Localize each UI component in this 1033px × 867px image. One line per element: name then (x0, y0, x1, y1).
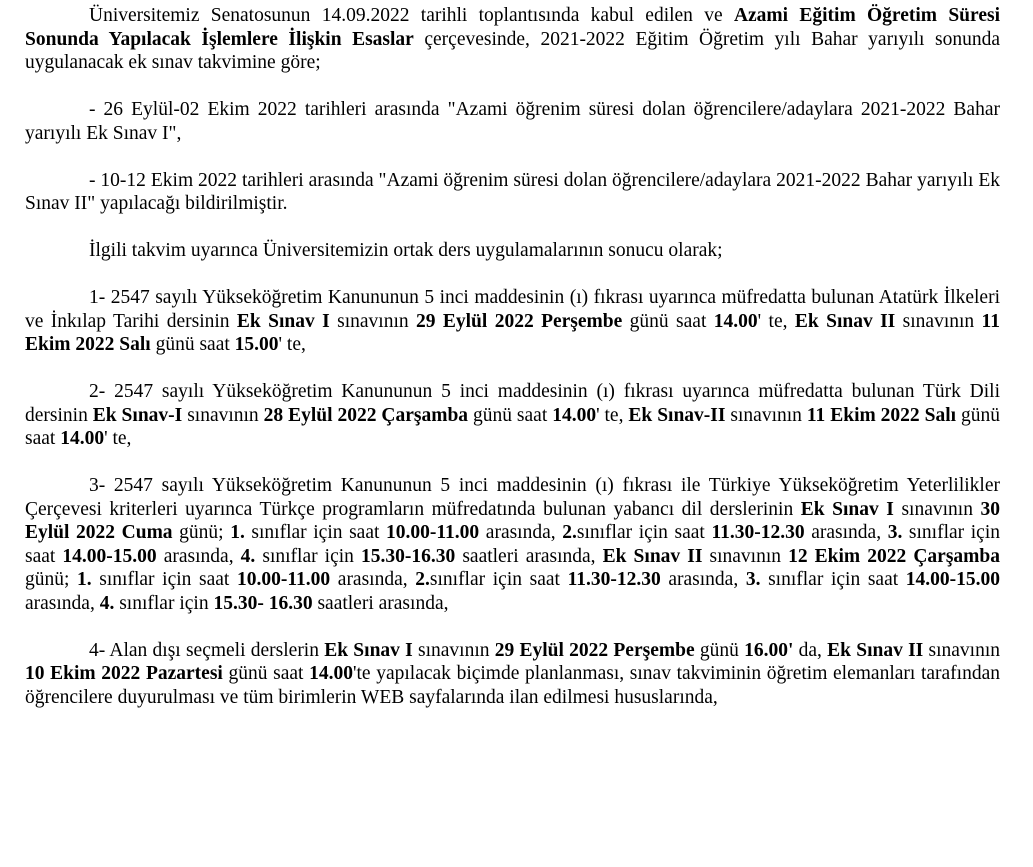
bold-text-run: 14.00 (60, 428, 105, 449)
bold-text-run: 10 Ekim 2022 Pazartesi (25, 663, 223, 684)
text-run: sınıflar için saat (576, 522, 712, 543)
bold-text-run: 14.00 (552, 404, 597, 426)
bold-text-run: 14.00-15.00 (62, 545, 157, 567)
text-run: sınavının (412, 639, 495, 661)
bold-text-run: 11.30-12.30 (567, 569, 661, 590)
paragraph-item-1 (25, 286, 1000, 357)
text-run: 3- 2547 sayılı Yükseköğretim Kanununun 5 inci maddesinin (ı) fıkrası ile Türkiye Yükseköğretim Yeterlilikler Çerçevesi kriterleri uyarınca Türkçe programların müfredatında bulunan yabancı dil derslerinin (25, 475, 1000, 520)
text-run: arasında, (330, 569, 416, 590)
paragraph-context (25, 239, 1000, 263)
text-run: sınavının (182, 404, 264, 426)
text-run: ' te, (104, 428, 132, 449)
text-run: saatleri arasında, (455, 545, 603, 567)
bold-text-run: 1. (77, 569, 92, 590)
paragraph-item-4 (25, 639, 1000, 710)
bold-text-run: Ek Sınav-II (628, 404, 726, 426)
text-run: sınavının (702, 545, 789, 567)
bold-text-run: 29 Eylül 2022 Perşembe (416, 310, 623, 332)
text-run: - 10-12 Ekim 2022 tarihleri arasında "Azami öğrenim süresi dolan öğrencilere/adaylara 2021-2022 Bahar yarıyılı Ek Sınav II" yapılacağı bildirilmiştir. (25, 169, 1000, 214)
bold-text-run: 3. (887, 522, 903, 543)
text-run: çerçevesinde, 2021-2022 Eğitim Öğretim yılı Bahar yarıyılı sonunda uygulanacak ek sınav takvimine göre; (25, 28, 1000, 73)
text-run: 'te yapılacak biçimde planlanması, sınav takviminin öğretim elemanları tarafından öğrencilere duyurulması ve tüm birimlerin WEB sayfalarında ilan edilmesi hususlarında, (25, 663, 1000, 708)
text-run: günü saat (222, 663, 310, 684)
paragraph-item-2 (25, 380, 1000, 451)
text-run: - 26 Eylül-02 Ekim 2022 tarihleri arasında "Azami öğrenim süresi dolan öğrencilere/adaylara 2021-2022 Bahar yarıyılı Ek Sınav I", (25, 99, 1000, 144)
document-body (25, 4, 1000, 709)
text-run: günü saat (622, 310, 714, 332)
text-run: saatleri arasında, (312, 592, 449, 614)
bold-text-run: Ek Sınav II (794, 310, 896, 332)
text-run: günü saat (25, 404, 1000, 449)
text-run: 2- 2547 sayılı Yükseköğretim Kanununun 5 inci maddesinin (ı) fıkrası uyarınca müfredatta bulunan Türk Dili dersinin (25, 381, 1000, 426)
text-run: ' te, (596, 404, 629, 426)
bold-text-run: 28 Eylül 2022 Çarşamba (263, 404, 469, 426)
text-run: günü; (25, 569, 78, 590)
bold-text-run: 10.00-11.00 (236, 569, 331, 590)
bold-text-run: 14.00 (713, 310, 758, 332)
bold-text-run: 2. (562, 522, 577, 543)
text-run: 4- Alan dışı seçmeli derslerin (89, 639, 325, 661)
text-run: ' te, (278, 334, 306, 355)
bold-text-run: Ek Sınav I (324, 639, 413, 661)
text-run: 1- 2547 sayılı Yükseköğretim Kanununun 5 inci maddesinin (ı) fıkrası uyarınca müfredatta bulunan Atatürk İlkeleri ve İnkılap Tarihi dersinin (25, 287, 1000, 332)
bold-text-run: Ek Sınav-I (92, 404, 183, 426)
bold-text-run: 14.00-15.00 (905, 569, 1001, 590)
text-run: İlgili takvim uyarınca Üniversitemizin ortak ders uygulamalarının sonucu olarak; (89, 240, 723, 261)
paragraph-ek-sinav-2-dates (25, 169, 1000, 216)
text-run: sınıflar için saat (429, 569, 568, 590)
text-run: arasında, (479, 522, 563, 543)
text-run: sınavının (895, 310, 982, 332)
text-run: sınavının (725, 404, 807, 426)
text-run: arasında, (804, 522, 888, 543)
text-run: günü saat (150, 334, 235, 355)
bold-text-run: 12 Ekim 2022 Çarşamba (788, 545, 1000, 567)
bold-text-run: 16.00' (744, 639, 794, 661)
text-run: sınıflar için saat (25, 522, 1000, 567)
bold-text-run: 2. (415, 569, 430, 590)
text-run: sınavının (329, 310, 416, 332)
bold-text-run: Ek Sınav I (800, 498, 894, 520)
text-run: günü; (172, 522, 231, 543)
bold-text-run: 15.30- 16.30 (213, 592, 313, 614)
text-run: sınavının (893, 498, 981, 520)
text-run: arasında, (25, 592, 100, 614)
bold-text-run: 15.00 (234, 334, 279, 355)
text-run: sınıflar için (114, 592, 214, 614)
bold-text-run: 29 Eylül 2022 Perşembe (494, 639, 695, 661)
text-run: sınıflar için saat (760, 569, 906, 590)
text-run: arasında, (660, 569, 746, 590)
text-run: sınıflar için saat (244, 522, 387, 543)
text-run: günü (694, 639, 745, 661)
text-run: ' te, (757, 310, 795, 332)
text-run: günü saat (468, 404, 553, 426)
paragraph-item-3 (25, 474, 1000, 615)
bold-text-run: 11 Ekim 2022 Salı (806, 404, 957, 426)
bold-text-run: 10.00-11.00 (386, 522, 480, 543)
text-run: Üniversitemiz Senatosunun 14.09.2022 tarihli toplantısında kabul edilen ve (89, 5, 734, 26)
bold-text-run: 1. (230, 522, 245, 543)
text-run: sınıflar için saat (91, 569, 237, 590)
bold-text-run: 14.00 (309, 663, 353, 684)
bold-text-run: Ek Sınav II (602, 545, 703, 567)
bold-text-run: 30 Eylül 2022 Cuma (25, 498, 1000, 543)
bold-text-run: 15.30-16.30 (361, 545, 456, 567)
bold-text-run: 11.30-12.30 (711, 522, 805, 543)
bold-text-run: Azami Eğitim Öğretim Süresi Sonunda Yapılacak İşlemlere İlişkin Esaslar (25, 5, 1000, 50)
bold-text-run: 11 Ekim 2022 Salı (25, 310, 1000, 355)
bold-text-run: Ek Sınav II (827, 639, 924, 661)
paragraph-ek-sinav-1-dates (25, 98, 1000, 145)
paragraph-intro (25, 4, 1000, 75)
text-run: da, (793, 639, 828, 661)
bold-text-run: 4. (240, 545, 256, 567)
bold-text-run: Ek Sınav I (236, 310, 330, 332)
text-run: sınavının (923, 639, 1001, 661)
bold-text-run: 4. (99, 592, 115, 614)
text-run: sınıflar için (255, 545, 361, 567)
bold-text-run: 3. (745, 569, 761, 590)
text-run: arasında, (156, 545, 241, 567)
